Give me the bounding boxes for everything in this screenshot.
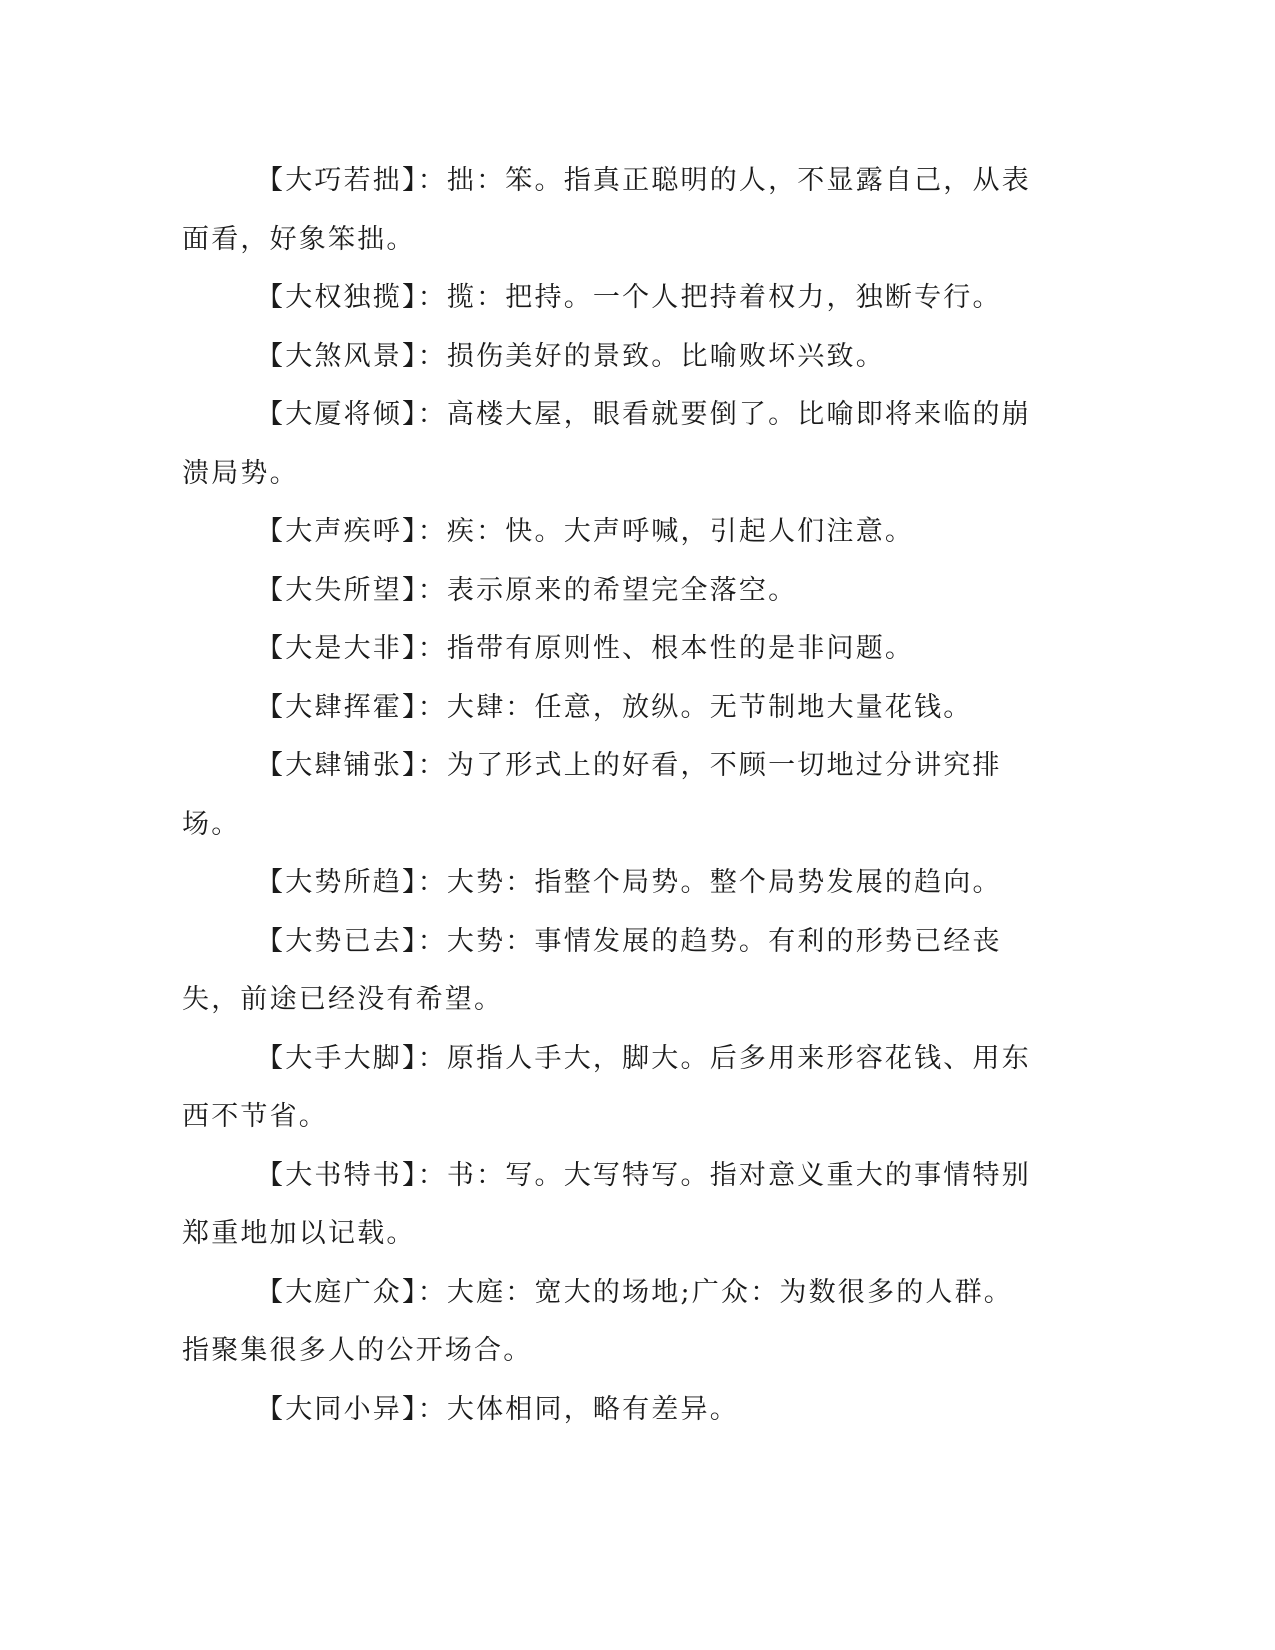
- idiom-entry: 【大书特书】：书：写。大写特写。指对意义重大的事情特别郑重地加以记载。: [182, 1159, 1031, 1249]
- idiom-entry: 【大巧若拙】：拙：笨。指真正聪明的人，不显露自己，从表面看，好象笨拙。: [182, 165, 1031, 255]
- idiom-entry: 【大是大非】：指带有原则性、根本性的是非问题。: [256, 633, 915, 664]
- idiom-entry: 【大手大脚】：原指人手大，脚大。后多用来形容花钱、用东西不节省。: [182, 1042, 1031, 1132]
- idiom-entry: 【大势所趋】：大势：指整个局势。整个局势发展的趋向。: [256, 867, 1002, 898]
- idiom-entry: 【大同小异】：大体相同，略有差异。: [256, 1393, 739, 1425]
- idiom-entry: 【大失所望】：表示原来的希望完全落空。: [256, 574, 798, 606]
- idiom-entry: 【大厦将倾】：高楼大屋，眼看就要倒了。比喻即将来临的崩溃局势。: [182, 399, 1031, 489]
- idiom-entry: 【大庭广众】：大庭：宽大的场地;广众：为数很多的人群。指聚集很多人的公开场合。: [182, 1276, 1013, 1366]
- idiom-entry: 【大肆挥霍】：大肆：任意，放纵。无节制地大量花钱。: [256, 691, 973, 723]
- idiom-entry: 【大势已去】：大势：事情发展的趋势。有利的形势已经丧失，前途已经没有希望。: [182, 925, 1002, 1015]
- idiom-list: [182, 152, 1034, 1439]
- idiom-entry: 【大肆铺张】：为了形式上的好看，不顾一切地过分讲究排场。: [182, 750, 1002, 840]
- idiom-entry: 【大权独揽】：揽：把持。一个人把持着权力，独断专行。: [256, 282, 1002, 313]
- idiom-entry: 【大煞风景】：损伤美好的景致。比喻败坏兴致。: [256, 340, 885, 372]
- idiom-entry: 【大声疾呼】：疾：快。大声呼喊，引起人们注意。: [256, 516, 915, 547]
